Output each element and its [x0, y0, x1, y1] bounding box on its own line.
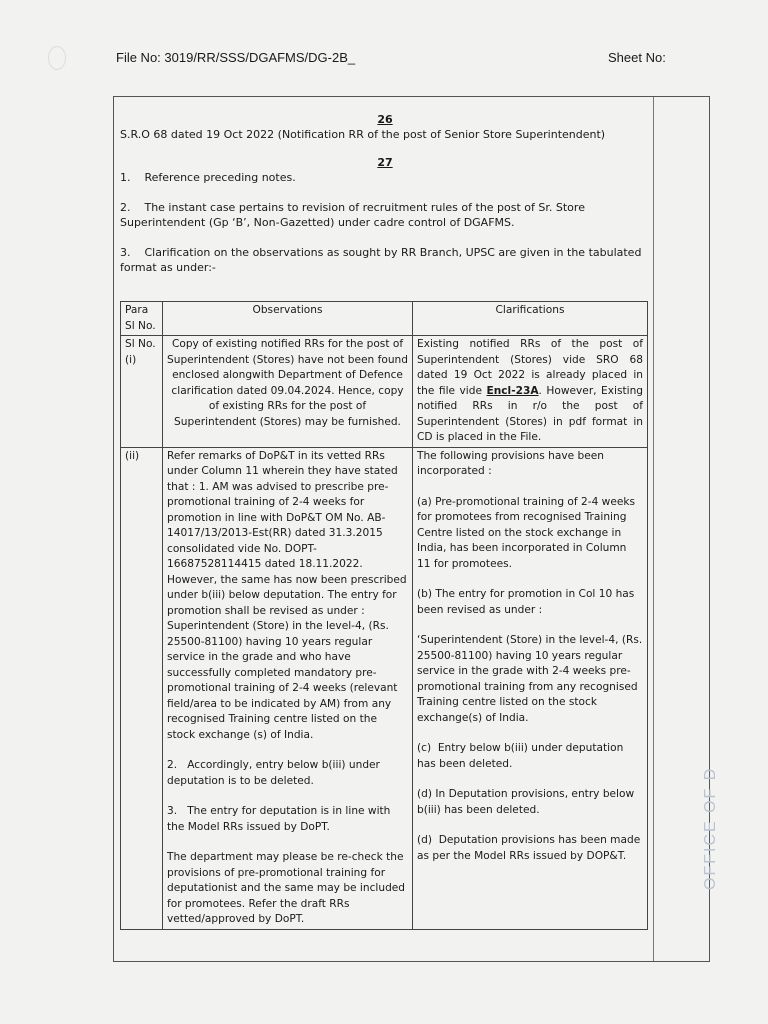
clarification-para: (d) In Deputation provisions, entry below b(iii) has been deleted. — [417, 788, 635, 816]
para-2: 2. The instant case pertains to revision of recruitment rules of the post of Sr. Store Superintendent (Gp ‘B’, Non-Gazetted) under cadre control of DGAFMS. — [120, 201, 585, 229]
clarification-para: The following provisions have been incorporated : — [417, 449, 604, 477]
row-observation — [163, 447, 413, 929]
enclosure-ref: Encl-23A — [486, 384, 539, 397]
row-clarification — [413, 447, 648, 929]
file-number: File No: 3019/RR/SSS/DGAFMS/DG-2B_ — [116, 50, 356, 65]
clarification-para: ‘Superintendent (Store) in the level-4, (Rs. 25500-81100) having 10 years regular service in the grade with 2-4 weeks pre-promotional training from any recognised Training centre listed on the stock exchange(s) of India. — [417, 634, 643, 724]
header-clarifications: Clarifications — [413, 302, 648, 336]
row-clarification — [413, 336, 648, 448]
office-stamp: OFFICE OF D — [702, 766, 719, 890]
clarification-text: . However, Existing notified RRs in r/o the post of Superintendent (Stores) in pdf format in CD is placed in the File. — [417, 384, 644, 443]
observation-para: 3. The entry for deputation is in line with the Model RRs issued by DoPT. — [167, 805, 391, 833]
table-row — [121, 336, 648, 448]
header-observations: Observations — [163, 302, 413, 336]
clarification-para: (d) Deputation provisions has been made as per the Model RRs issued by DOP&T. — [417, 834, 641, 862]
header-para-sl: Para Sl No. — [121, 302, 163, 336]
punch-hole — [48, 46, 66, 70]
note-content — [120, 112, 650, 275]
observation-para: 2. Accordingly, entry below b(iii) under deputation is to be deleted. — [167, 759, 380, 787]
observations-table — [120, 301, 648, 930]
para-3: 3. Clarification on the observations as sought by RR Branch, UPSC are given in the tabulated format as under:- — [120, 246, 642, 274]
note-26-text: S.R.O 68 dated 19 Oct 2022 (Notification RR of the post of Senior Store Superintendent) — [120, 128, 606, 141]
observation-para: The department may please be re-check the provisions of pre-promotional training for deputationist and the same may be included for promotees. Refer the draft RRs vetted/approved by DoPT. — [167, 851, 406, 925]
row-observation: Copy of existing notified RRs for the post of Superintendent (Stores) have not been found enclosed alongwith Department of Defence clarification dated 09.04.2024. Hence, copy of existing RRs for the post of Superintendent (Stores) may be furnished. — [163, 336, 413, 448]
note-number-26: 26 — [377, 113, 393, 126]
table-row — [121, 447, 648, 929]
clarification-para: (a) Pre-promotional training of 2-4 weeks for promotees from recognised Training Centre listed on the stock exchange in India, has been incorporated in Column 11 for promotees. — [417, 495, 636, 570]
clarification-para: (b) The entry for promotion in Col 10 has been revised as under : — [417, 588, 635, 616]
para-1: 1. Reference preceding notes. — [120, 171, 296, 184]
row-sl: Sl No. (i) — [121, 336, 163, 448]
note-number-27: 27 — [377, 156, 393, 169]
clarification-text: Existing notified RRs of the post of Superintendent (Stores) vide SRO 68 dated 19 Oct 2022 is already placed in the file vide — [417, 338, 643, 397]
table-header-row — [121, 302, 648, 336]
sheet-number: Sheet No: — [608, 50, 666, 65]
observation-para: Refer remarks of DoP&T in its vetted RRs under Column 11 wherein they have stated that : 1. AM was advised to prescribe pre-promotional training of 2-4 weeks for promotion in line with DoP&T OM No. AB-14017/13/2013-Est(RR) dated 31.3.2015 consolidated vide No. DOPT-16687528114415 dated 18.11.2022. However, the same has now been prescribed under b(iii) below deputation. The entry for promotion shall be revised as under : Superintendent (Store) in the level-4, (Rs. 25500-81100) having 10 years regular service in the grade and who have successfully completed mandatory pre-promotional training of 2-4 weeks (relevant field/area to be indicated by AM) from any recognised Training centre listed on the stock exchange (s) of India. — [167, 449, 407, 741]
margin-line — [653, 97, 654, 961]
clarification-para: (c) Entry below b(iii) under deputation has been deleted. — [417, 742, 624, 770]
row-sl: (ii) — [121, 447, 163, 929]
